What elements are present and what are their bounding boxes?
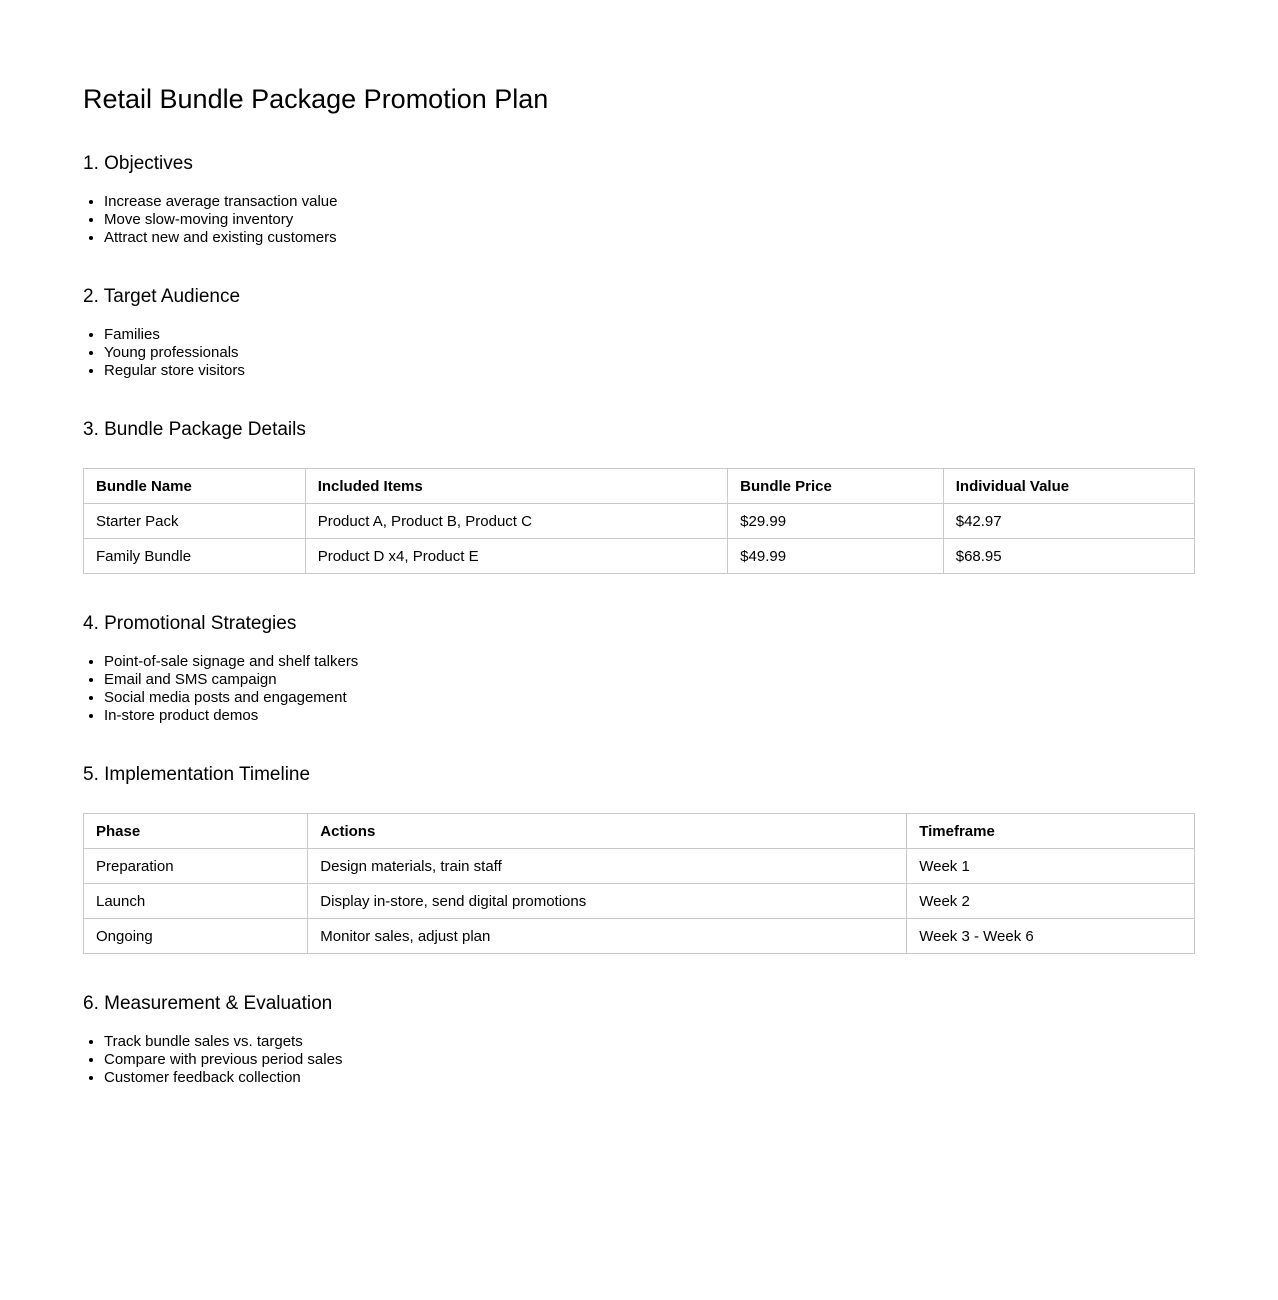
table-header-row	[84, 469, 1195, 504]
column-header-actions: Actions	[308, 814, 907, 849]
table-row	[84, 849, 1195, 884]
table-cell: Week 2	[907, 884, 1195, 919]
table-row	[84, 539, 1195, 574]
table-cell: Week 3 - Week 6	[907, 919, 1195, 954]
table-cell: Family Bundle	[84, 539, 306, 574]
list-item: • Social media posts and engagement	[104, 689, 1195, 707]
table-cell: Product A, Product B, Product C	[305, 504, 727, 539]
section-heading-bundle-details: 3. Bundle Package Details	[83, 419, 306, 440]
column-header-timeframe: Timeframe	[907, 814, 1195, 849]
list-item: • Point-of-sale signage and shelf talkers	[104, 653, 1195, 671]
list-item: • Regular store visitors	[104, 362, 1195, 380]
section-heading-promotional-strategies: 4. Promotional Strategies	[83, 613, 297, 634]
list-item: • Compare with previous period sales	[104, 1051, 1195, 1069]
table-row	[84, 504, 1195, 539]
promotional-strategies-list	[83, 653, 1195, 725]
table-row	[84, 919, 1195, 954]
list-item: • Move slow-moving inventory	[104, 211, 1195, 229]
list-item: • Track bundle sales vs. targets	[104, 1033, 1195, 1051]
list-item: • Customer feedback collection	[104, 1069, 1195, 1087]
table-cell: Starter Pack	[84, 504, 306, 539]
table-row	[84, 884, 1195, 919]
list-item: • Email and SMS campaign	[104, 671, 1195, 689]
column-header-included-items: Included Items	[305, 469, 727, 504]
timeline-table	[83, 813, 1195, 954]
page-title: Retail Bundle Package Promotion Plan	[83, 84, 549, 114]
table-cell: $49.99	[728, 539, 944, 574]
table-cell: $42.97	[943, 504, 1194, 539]
section-heading-target-audience: 2. Target Audience	[83, 286, 241, 307]
list-item: • Families	[104, 326, 1195, 344]
section-heading-objectives: 1. Objectives	[83, 153, 193, 174]
table-cell: $68.95	[943, 539, 1194, 574]
list-item: • In-store product demos	[104, 707, 1195, 725]
section-heading-implementation-timeline: 5. Implementation Timeline	[83, 764, 311, 785]
column-header-bundle-price: Bundle Price	[728, 469, 944, 504]
section-heading-measurement-evaluation: 6. Measurement & Evaluation	[83, 993, 333, 1014]
objectives-list	[83, 193, 1195, 247]
bundle-details-table	[83, 468, 1195, 574]
measurement-evaluation-list	[83, 1033, 1195, 1087]
target-audience-list	[83, 326, 1195, 380]
table-cell: Design materials, train staff	[308, 849, 907, 884]
table-cell: Preparation	[84, 849, 308, 884]
list-item: • Attract new and existing customers	[104, 229, 1195, 247]
table-header-row	[84, 814, 1195, 849]
column-header-phase: Phase	[84, 814, 308, 849]
table-cell: Display in-store, send digital promotions	[308, 884, 907, 919]
list-item: • Young professionals	[104, 344, 1195, 362]
table-cell: $29.99	[728, 504, 944, 539]
list-item: • Increase average transaction value	[104, 193, 1195, 211]
table-cell: Launch	[84, 884, 308, 919]
table-cell: Week 1	[907, 849, 1195, 884]
table-cell: Product D x4, Product E	[305, 539, 727, 574]
table-cell: Monitor sales, adjust plan	[308, 919, 907, 954]
column-header-individual-value: Individual Value	[943, 469, 1194, 504]
table-cell: Ongoing	[84, 919, 308, 954]
column-header-bundle-name: Bundle Name	[84, 469, 306, 504]
